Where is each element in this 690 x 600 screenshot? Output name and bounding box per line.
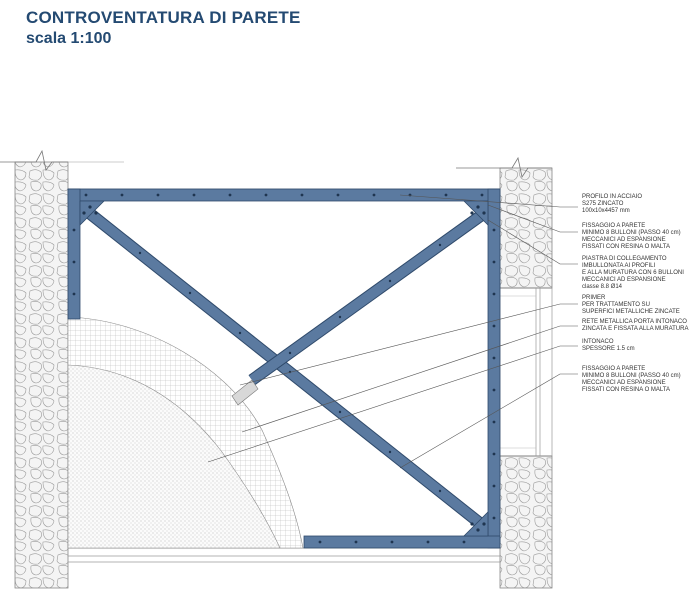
svg-text:INTONACO: INTONACO [582, 339, 614, 345]
svg-text:100x10x4457 mm: 100x10x4457 mm [582, 208, 630, 214]
svg-text:MINIMO 8 BULLONI (PASSO 40 cm): MINIMO 8 BULLONI (PASSO 40 cm) [582, 373, 681, 379]
annotation-fissaggio-bottom [582, 366, 681, 393]
annotation-intonaco [582, 339, 635, 352]
svg-text:SPESSORE 1.5 cm: SPESSORE 1.5 cm [582, 346, 635, 352]
svg-text:ZINCATA E FISSATA ALLA MURATUR: ZINCATA E FISSATA ALLA MURATURA [582, 326, 689, 332]
svg-text:FISSAGGIO A PARETE: FISSAGGIO A PARETE [582, 366, 646, 372]
svg-text:MECCANICI AD ESPANSIONE: MECCANICI AD ESPANSIONE [582, 237, 666, 243]
annotation-primer [582, 295, 680, 315]
svg-text:MECCANICI AD ESPANSIONE: MECCANICI AD ESPANSIONE [582, 380, 666, 386]
annotation-fissaggio-top [582, 223, 681, 250]
svg-text:S275 ZINCATO: S275 ZINCATO [582, 201, 624, 207]
svg-text:PER TRATTAMENTO SU: PER TRATTAMENTO SU [582, 302, 650, 308]
svg-text:PROFILO IN ACCIAIO: PROFILO IN ACCIAIO [582, 194, 643, 200]
svg-text:IMBULLONATA AI PROFILI: IMBULLONATA AI PROFILI [582, 263, 656, 269]
drawing-scale: scala 1:100 [26, 30, 112, 47]
svg-text:SUPERFICI METALLICHE ZINCATE: SUPERFICI METALLICHE ZINCATE [582, 309, 680, 315]
svg-text:MINIMO 8 BULLONI (PASSO 40 cm): MINIMO 8 BULLONI (PASSO 40 cm) [582, 230, 681, 236]
svg-text:FISSATI CON RESINA O MALTA: FISSATI CON RESINA O MALTA [582, 244, 671, 250]
svg-text:classe 8.8 Ø14: classe 8.8 Ø14 [582, 284, 623, 290]
floor-slab [68, 548, 500, 562]
svg-text:MECCANICI AD ESPANSIONE: MECCANICI AD ESPANSIONE [582, 277, 666, 283]
svg-text:FISSAGGIO A PARETE: FISSAGGIO A PARETE [582, 223, 646, 229]
svg-text:PIASTRA DI COLLEGAMENTO: PIASTRA DI COLLEGAMENTO [582, 256, 667, 262]
svg-text:FISSATI CON RESINA O MALTA: FISSATI CON RESINA O MALTA [582, 387, 671, 393]
annotation-profilo [582, 194, 642, 214]
annotation-rete [582, 319, 688, 332]
svg-text:E ALLA MURATURA CON 6 BULLONI: E ALLA MURATURA CON 6 BULLONI [582, 270, 684, 276]
annotation-piastra [582, 256, 684, 290]
svg-text:RETE METALLICA PORTA INTONACO: RETE METALLICA PORTA INTONACO [582, 319, 687, 325]
svg-text:PRIMER: PRIMER [582, 295, 606, 301]
drawing-title: CONTROVENTATURA DI PARETE [26, 8, 301, 27]
